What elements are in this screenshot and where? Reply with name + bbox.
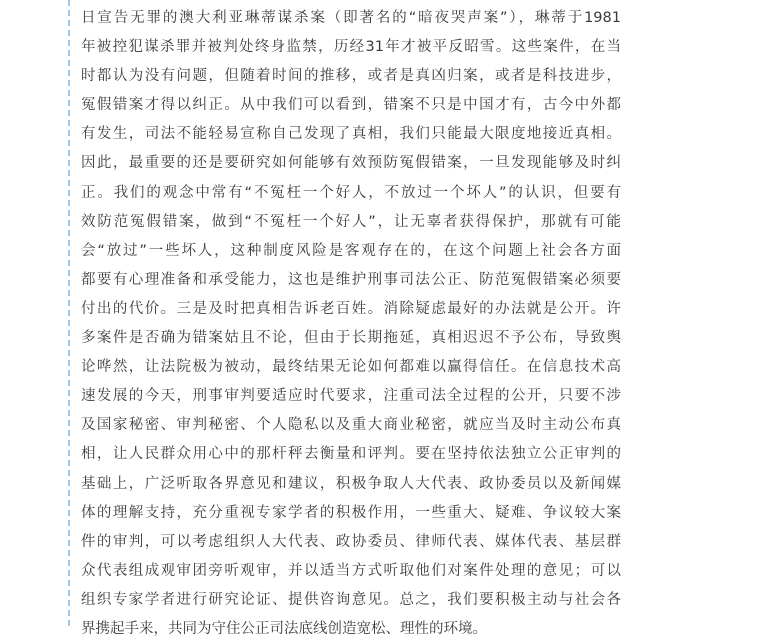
article-line: 冤假错案才得以纠正。从中我们可以看到，错案不只是中国才有，古今中外都	[81, 97, 621, 114]
article-line: 组织专家学者进行研究论证、提供咨询意见。总之，我们要积极主动与社会各	[81, 591, 621, 608]
article-line: 因此，最重要的还是要研究如何能够有效预防冤假错案，一旦发现能够及时纠	[81, 155, 621, 172]
article-line: 会“放过”一些坏人，这种制度风险是客观存在的，在这个问题上社会各方面	[81, 242, 621, 259]
article-line: 多案件是否确为错案姑且不论，但由于长期拖延，真相迟迟不予公布，导致舆	[81, 330, 621, 347]
article-line: 速发展的今天，刑事审判要适应时代要求，注重司法全过程的公开，只要不涉	[81, 388, 621, 405]
article-line: 有发生，司法不能轻易宣称自己发现了真相，我们只能最大限度地接近真相。	[81, 126, 621, 143]
article-line: 年被控犯谋杀罪并被判处终身监禁，历经31年才被平反昭雪。这些案件，在当	[81, 39, 621, 56]
article-body	[81, 4, 621, 644]
left-dashed-divider	[68, 0, 70, 626]
article-line: 效防范冤假错案，做到“不冤枉一个好人”，让无辜者获得保护，那就有可能	[81, 213, 621, 230]
article-line: 日宣告无罪的澳大利亚琳蒂谋杀案（即著名的“暗夜哭声案”），琳蒂于1981	[81, 10, 621, 26]
article-line: 正。我们的观念中常有“不冤枉一个好人，不放过一个坏人”的认识，但要有	[81, 184, 621, 201]
article-line: 论哗然，让法院极为被动，最终结果无论如何都难以赢得信任。在信息技术高	[81, 359, 621, 376]
article-line: 体的理解支持，充分重视专家学者的积极作用，一些重大、疑难、争议较大案	[81, 504, 621, 521]
article-line: 界携起手来，共同为守住公正司法底线创造宽松、理性的环境。	[81, 620, 487, 637]
article-line: 及国家秘密、审判秘密、个人隐私以及重大商业秘密，就应当及时主动公布真	[81, 417, 621, 434]
article-line: 都要有心理准备和承受能力，这也是维护刑事司法公正、防范冤假错案必须要	[81, 271, 621, 288]
article-line: 时都认为没有问题，但随着时间的推移，或者是真凶归案，或者是科技进步，	[81, 68, 621, 85]
article-line: 付出的代价。三是及时把真相告诉老百姓。消除疑虑最好的办法就是公开。许	[81, 300, 621, 317]
article-line: 基础上，广泛听取各界意见和建议，积极争取人大代表、政协委员以及新闻媒	[81, 475, 621, 492]
article-line: 相，让人民群众用心中的那杆秤去衡量和评判。要在坚持依法独立公正审判的	[81, 446, 621, 463]
article-line: 件的审判，可以考虑组织人大代表、政协委员、律师代表、媒体代表、基层群	[81, 533, 621, 550]
article-line: 众代表组成观审团旁听观审，并以适当方式听取他们对案件处理的意见；可以	[81, 562, 621, 579]
